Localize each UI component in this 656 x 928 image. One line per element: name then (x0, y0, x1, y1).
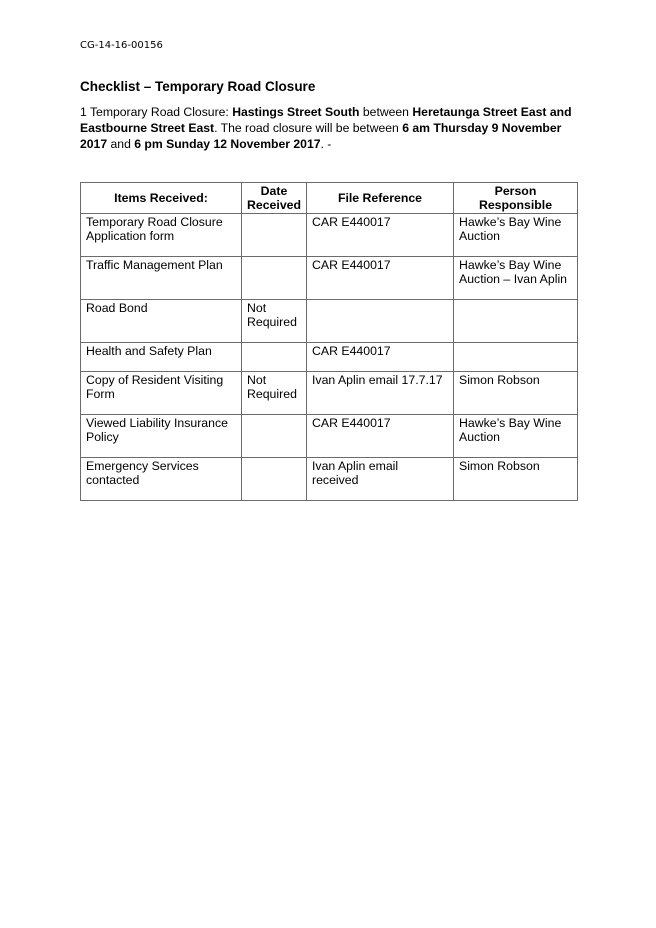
intro-start: 6 am Thursday 9 November 2017 (80, 121, 562, 151)
intro-text-3: . - (320, 137, 332, 151)
cell-file-reference: CAR E440017 (307, 257, 454, 300)
cell-person: Hawke’s Bay Wine Auction – Ivan Aplin (454, 257, 578, 300)
cell-person (454, 343, 578, 372)
table-row (81, 343, 578, 372)
intro-and: and (107, 137, 135, 151)
cell-date: Not Required (242, 300, 307, 343)
cell-item: Traffic Management Plan (81, 257, 242, 300)
cell-file-reference: CAR E440017 (307, 214, 454, 257)
cell-person: Simon Robson (454, 458, 578, 501)
cell-file-reference: CAR E440017 (307, 343, 454, 372)
cell-file-reference: Ivan Aplin email received (307, 458, 454, 501)
cell-file-reference: CAR E440017 (307, 415, 454, 458)
intro-end: 6 pm Sunday 12 November 2017 (134, 137, 321, 151)
intro-text-1: 1 Temporary Road Closure: (80, 105, 233, 119)
intro-text-2: . The road closure will be between (214, 121, 403, 135)
cell-item: Road Bond (81, 300, 242, 343)
page-title: Checklist – Temporary Road Closure (80, 79, 316, 94)
cell-item: Health and Safety Plan (81, 343, 242, 372)
cell-file-reference: Ivan Aplin email 17.7.17 (307, 372, 454, 415)
cell-item: Temporary Road Closure Application form (81, 214, 242, 257)
table-row (81, 372, 578, 415)
header-person-responsible: Person Responsible (454, 183, 578, 214)
cell-person: Simon Robson (454, 372, 578, 415)
cell-person (454, 300, 578, 343)
table-header-row (81, 183, 578, 214)
header-items-received: Items Received: (81, 183, 242, 214)
cell-date (242, 415, 307, 458)
table-row (81, 415, 578, 458)
cell-date (242, 458, 307, 501)
table-row (81, 257, 578, 300)
table-row (81, 300, 578, 343)
header-file-reference: File Reference (307, 183, 454, 214)
intro-bounds: Heretaunga Street East and Eastbourne Street East (80, 105, 572, 135)
intro-between: between (359, 105, 413, 119)
header-date-received: Date Received (242, 183, 307, 214)
table-row (81, 458, 578, 501)
document-id: CG-14-16-00156 (80, 40, 163, 51)
intro-street: Hastings Street South (232, 105, 360, 119)
cell-person: Hawke’s Bay Wine Auction (454, 214, 578, 257)
cell-date (242, 214, 307, 257)
cell-date (242, 343, 307, 372)
checklist-table (80, 182, 578, 501)
cell-item: Emergency Services contacted (81, 458, 242, 501)
cell-date: Not Required (242, 372, 307, 415)
intro-paragraph (80, 104, 580, 152)
cell-item: Viewed Liability Insurance Policy (81, 415, 242, 458)
table-row (81, 214, 578, 257)
cell-person: Hawke’s Bay Wine Auction (454, 415, 578, 458)
cell-file-reference (307, 300, 454, 343)
cell-date (242, 257, 307, 300)
cell-item: Copy of Resident Visiting Form (81, 372, 242, 415)
